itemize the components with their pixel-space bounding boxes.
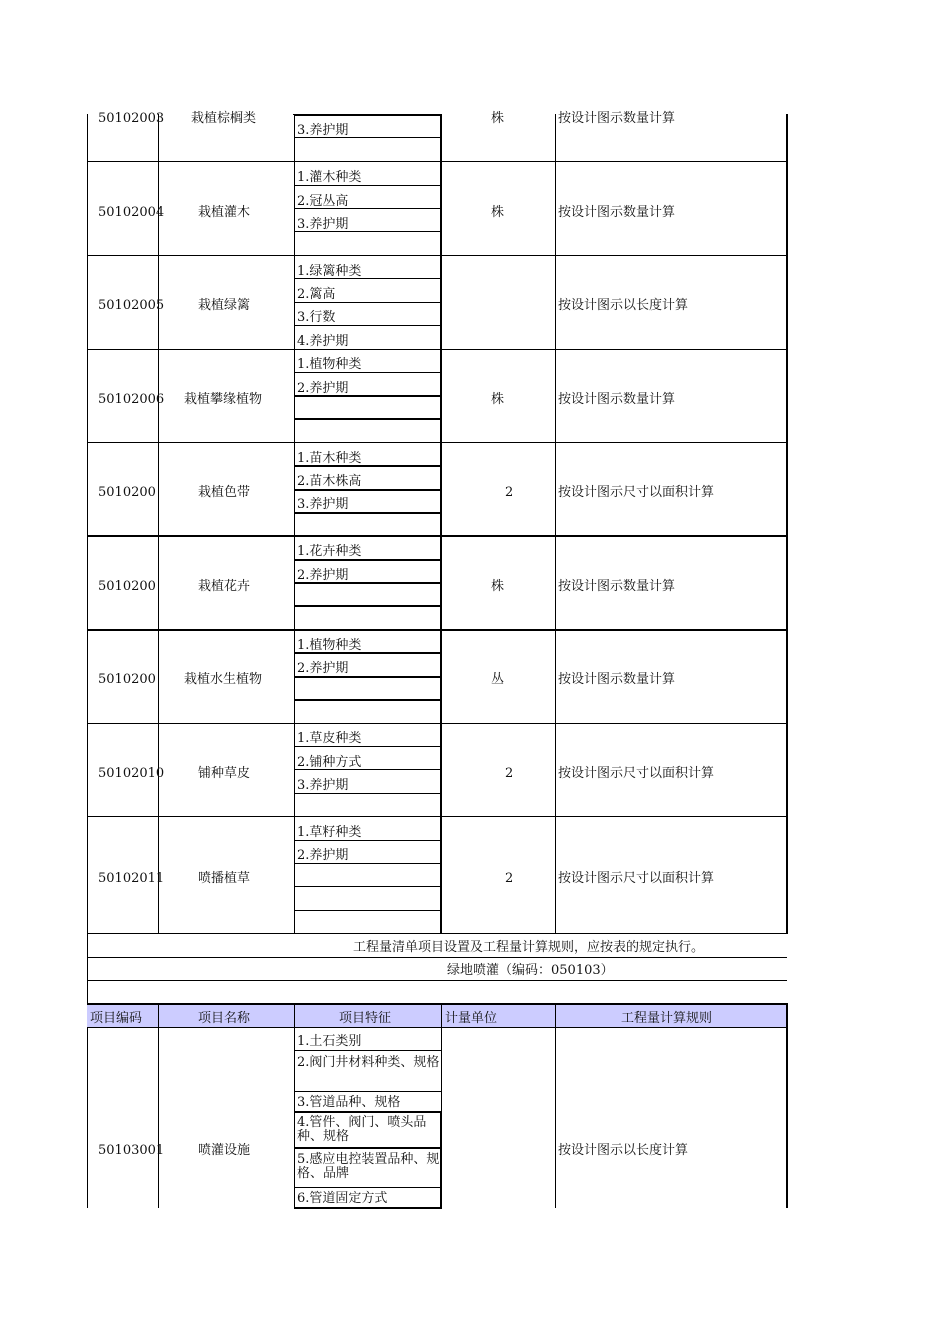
feature-text: 3.行数 bbox=[297, 310, 336, 325]
feature-line bbox=[294, 1147, 442, 1149]
item-name: 铺种草皮 bbox=[198, 766, 251, 781]
feature-line bbox=[294, 840, 442, 841]
feature-line bbox=[294, 418, 442, 420]
feature-text: 1.绿篱种类 bbox=[297, 264, 362, 279]
feature-text: 3.养护期 bbox=[297, 217, 349, 232]
item-name: 栽植棕榈类 bbox=[191, 111, 257, 126]
row-border bbox=[87, 255, 787, 256]
feature-line bbox=[294, 302, 442, 303]
item-name: 栽植花卉 bbox=[198, 579, 251, 594]
feature-line bbox=[294, 512, 442, 514]
row-border bbox=[87, 161, 787, 162]
grid-line bbox=[294, 1004, 295, 1208]
row-border bbox=[87, 933, 787, 934]
header-code: 项目编码 bbox=[90, 1011, 143, 1026]
item-rule: 按设计图示数量计算 bbox=[558, 392, 676, 407]
feature-line bbox=[294, 605, 442, 607]
feature-line bbox=[294, 114, 442, 116]
header-feature: 项目特征 bbox=[339, 1011, 392, 1026]
feature-text: 1.花卉种类 bbox=[297, 544, 362, 559]
item-rule: 按设计图示尺寸以面积计算 bbox=[558, 871, 715, 886]
row-border bbox=[87, 442, 787, 443]
row-border bbox=[87, 1027, 788, 1028]
item-code: 5010200 bbox=[98, 485, 156, 500]
feature-line bbox=[294, 1111, 442, 1113]
item-name: 喷灌设施 bbox=[198, 1143, 251, 1158]
grid-line bbox=[786, 114, 788, 934]
feature-line bbox=[440, 629, 442, 723]
item-code: 50103001 bbox=[98, 1143, 165, 1158]
item-code: 50102004 bbox=[98, 205, 165, 220]
row-border bbox=[87, 723, 787, 724]
feature-line bbox=[440, 161, 442, 255]
item-unit: 2 bbox=[505, 766, 514, 781]
item-name: 栽植水生植物 bbox=[184, 672, 263, 687]
grid-line bbox=[786, 1004, 788, 1208]
item-code: 50102005 bbox=[98, 298, 165, 313]
row-border bbox=[87, 629, 787, 631]
feature-line bbox=[294, 1207, 442, 1209]
item-rule: 按设计图示数量计算 bbox=[558, 111, 676, 126]
section-title: 绿地喷灌（编码：050103） bbox=[447, 963, 614, 978]
row-border bbox=[87, 1003, 788, 1005]
row-border bbox=[87, 349, 787, 350]
row-border bbox=[87, 535, 787, 537]
row-border bbox=[87, 957, 787, 958]
item-rule: 按设计图示数量计算 bbox=[558, 672, 676, 687]
feature-line bbox=[440, 723, 442, 817]
feature-line bbox=[440, 535, 442, 629]
grid-line bbox=[158, 114, 159, 934]
row-border bbox=[87, 980, 787, 981]
feature-text: 1.苗木种类 bbox=[297, 451, 362, 466]
feature-line bbox=[294, 1091, 442, 1092]
feature-text: 1.土石类别 bbox=[297, 1034, 362, 1049]
feature-text: 2.阀门井材料种类、规格 bbox=[297, 1055, 440, 1070]
feature-text: 3.养护期 bbox=[297, 497, 349, 512]
item-unit: 株 bbox=[491, 205, 505, 220]
feature-line bbox=[294, 489, 442, 491]
header-unit: 计量单位 bbox=[445, 1011, 498, 1026]
feature-text: 2.篱高 bbox=[297, 287, 336, 302]
feature-line bbox=[440, 349, 442, 443]
item-unit: 2 bbox=[505, 485, 514, 500]
feature-line bbox=[294, 185, 442, 186]
feature-line bbox=[440, 816, 442, 934]
grid-line bbox=[87, 114, 88, 1208]
feature-line bbox=[294, 886, 442, 887]
grid-line bbox=[555, 1004, 556, 1208]
header-rule: 工程量计算规则 bbox=[621, 1011, 713, 1026]
grid-line bbox=[158, 1004, 159, 1208]
feature-text: 2.铺种方式 bbox=[297, 755, 362, 770]
item-code: 50102006 bbox=[98, 392, 165, 407]
item-code: 50102010 bbox=[98, 766, 165, 781]
item-unit: 2 bbox=[505, 871, 514, 886]
feature-text: 1.灌木种类 bbox=[297, 170, 362, 185]
feature-line bbox=[294, 1187, 442, 1188]
feature-line bbox=[294, 699, 442, 701]
feature-text: 1.植物种类 bbox=[297, 357, 362, 372]
item-unit: 株 bbox=[491, 579, 505, 594]
item-code: 5010200 bbox=[98, 579, 156, 594]
item-name: 喷播植草 bbox=[198, 871, 251, 886]
feature-text: 2.养护期 bbox=[297, 568, 349, 583]
feature-line bbox=[294, 559, 442, 561]
feature-line bbox=[294, 746, 442, 747]
item-unit: 株 bbox=[491, 111, 505, 126]
feature-line bbox=[294, 910, 442, 911]
feature-line bbox=[294, 1050, 442, 1051]
feature-text: 2.养护期 bbox=[297, 661, 349, 676]
feature-text: 5.感应电控装置品种、规格、品牌 bbox=[297, 1152, 440, 1181]
feature-line bbox=[294, 372, 442, 373]
item-unit: 丛 bbox=[491, 672, 505, 687]
item-code: 5010200 bbox=[98, 672, 156, 687]
feature-line bbox=[294, 793, 442, 794]
item-name: 栽植灌木 bbox=[198, 205, 251, 220]
item-name: 栽植色带 bbox=[198, 485, 251, 500]
item-rule: 按设计图示以长度计算 bbox=[558, 1143, 689, 1158]
grid-line bbox=[555, 114, 556, 934]
feature-text: 3.管道品种、规格 bbox=[297, 1095, 401, 1110]
item-name: 栽植攀缘植物 bbox=[184, 392, 263, 407]
item-code: 50102003 bbox=[98, 111, 165, 126]
feature-text: 4.管件、阀门、喷头品种、规格 bbox=[297, 1115, 427, 1144]
feature-line bbox=[294, 325, 442, 326]
feature-text: 1.草皮种类 bbox=[297, 731, 362, 746]
table-note: 工程量清单项目设置及工程量计算规则，应按表的规定执行。 bbox=[353, 940, 705, 955]
feature-text: 2.苗木株高 bbox=[297, 474, 362, 489]
item-rule: 按设计图示数量计算 bbox=[558, 205, 676, 220]
feature-text: 4.养护期 bbox=[297, 334, 349, 349]
feature-text: 2.冠丛高 bbox=[297, 194, 349, 209]
feature-text: 1.草籽种类 bbox=[297, 825, 362, 840]
feature-text: 2.养护期 bbox=[297, 848, 349, 863]
feature-text: 3.养护期 bbox=[297, 778, 349, 793]
item-unit: 株 bbox=[491, 392, 505, 407]
item-rule: 按设计图示以长度计算 bbox=[558, 298, 689, 313]
feature-text: 2.养护期 bbox=[297, 381, 349, 396]
item-rule: 按设计图示数量计算 bbox=[558, 579, 676, 594]
feature-text: 1.植物种类 bbox=[297, 638, 362, 653]
item-name: 栽植绿篱 bbox=[198, 298, 251, 313]
grid-line bbox=[294, 114, 295, 934]
feature-text: 6.管道固定方式 bbox=[297, 1191, 388, 1206]
row-border bbox=[87, 816, 787, 817]
feature-line bbox=[294, 676, 442, 678]
item-rule: 按设计图示尺寸以面积计算 bbox=[558, 766, 715, 781]
header-name: 项目名称 bbox=[198, 1011, 251, 1026]
feature-line bbox=[294, 863, 442, 864]
item-rule: 按设计图示尺寸以面积计算 bbox=[558, 485, 715, 500]
feature-text: 3.养护期 bbox=[297, 123, 349, 138]
item-code: 50102011 bbox=[98, 871, 165, 886]
feature-line bbox=[440, 255, 442, 349]
feature-line bbox=[440, 442, 442, 536]
